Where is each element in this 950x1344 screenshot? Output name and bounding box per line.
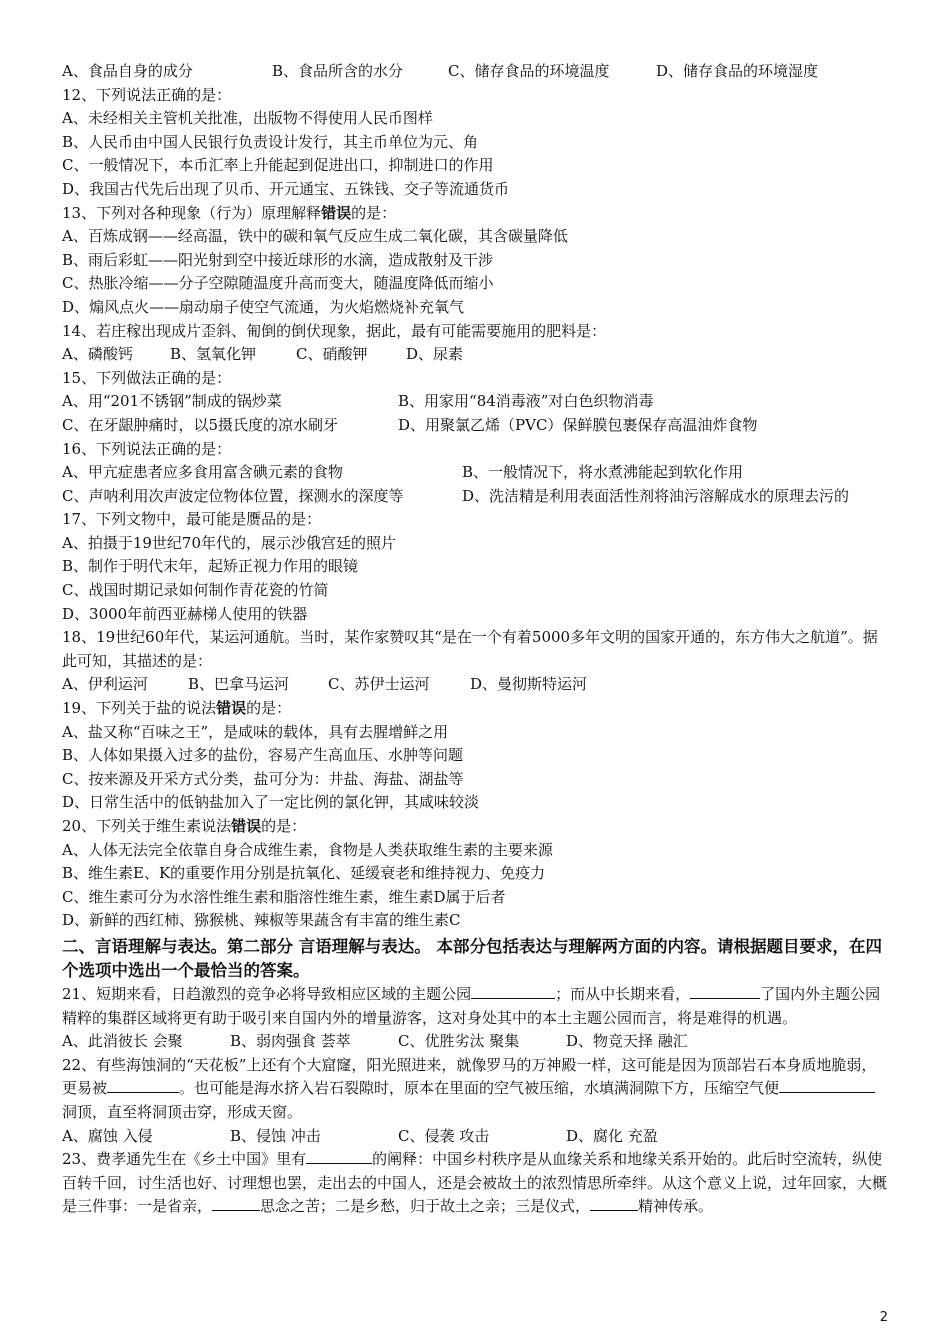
q23-blank-1 bbox=[306, 1149, 372, 1164]
q23-blank-2 bbox=[212, 1196, 260, 1211]
q21-stem-part2: ；而从中长期来看， bbox=[555, 984, 691, 1003]
q13-stem-pre: 13、下列对各种现象（行为）原理解释 bbox=[62, 203, 322, 222]
q12-option-c: C、一般情况下，本币汇率上升能起到促进出口，抑制进口的作用 bbox=[62, 156, 494, 175]
q22-option-d: D、腐化 充盈 bbox=[566, 1126, 658, 1145]
q17-option-a: A、拍摄于19世纪70年代的，展示沙俄宫廷的照片 bbox=[62, 533, 397, 552]
q20-stem-pre: 20、下列关于维生素说法 bbox=[62, 817, 232, 835]
q11-option-d: D、储存食品的环境湿度 bbox=[656, 62, 819, 80]
q15-options-cd bbox=[62, 414, 888, 438]
q22-stem-part2: 。也可能是海水挤入岩石裂隙时，原本在里面的空气被压缩，水填满洞隙下方，压缩空气便 bbox=[179, 1079, 780, 1098]
q13-stem-post: 的是： bbox=[351, 203, 397, 222]
q18-option-d: D、曼彻斯特运河 bbox=[470, 675, 588, 694]
q23-blank-3 bbox=[590, 1196, 638, 1211]
q21-options bbox=[62, 1030, 888, 1054]
q22-option-b: B、侵蚀 冲击 bbox=[230, 1126, 321, 1145]
q16-option-c: C、声呐利用次声波定位物体位置，探测水的深度等 bbox=[62, 486, 404, 505]
q20-stem-post: 的是： bbox=[261, 817, 307, 835]
q14-option-b: B、氢氧化钾 bbox=[170, 345, 257, 364]
q23-stem-part1: 23、费孝通先生在《乡土中国》里有 bbox=[62, 1150, 307, 1169]
q17-option-b: B、制作于明代末年，起矫正视力作用的眼镜 bbox=[62, 557, 359, 576]
q11-option-c: C、储存食品的环境温度 bbox=[448, 62, 610, 80]
q11-option-a: A、食品自身的成分 bbox=[62, 62, 193, 80]
q19-stem-emphasis: 错误 bbox=[216, 699, 247, 718]
q13-stem-emphasis: 错误 bbox=[321, 203, 352, 222]
q19-option-a: A、盐又称“百味之王”，是咸味的载体，具有去腥增鲜之用 bbox=[62, 722, 449, 741]
section-2-heading: 二、言语理解与表达。第二部分 言语理解与表达。 本部分包括表达与理解两方面的内容。请根据题目要求，在四个选项中选出一个最恰当的答案。 bbox=[62, 936, 882, 980]
q19-stem-pre: 19、下列关于盐的说法 bbox=[62, 699, 217, 718]
page-number: 2 bbox=[879, 1310, 888, 1325]
q16-option-d: D、洗洁精是利用表面活性剂将油污溶解成水的原理去污的 bbox=[462, 486, 850, 505]
q19-stem-post: 的是： bbox=[246, 699, 292, 718]
q15-options-ab bbox=[62, 390, 888, 414]
q22-stem-part1: 22、有些海蚀洞的“天花板”上还有个大窟窿，阳光照进来，就像罗马的万神殿一样，这可能是因为顶部岩石本身质地脆弱，更易被 bbox=[62, 1055, 877, 1098]
q17-option-d: D、3000年前西亚赫梯人使用的铁器 bbox=[62, 604, 308, 623]
q13-option-c: C、热胀冷缩——分子空隙随温度升高而变大，随温度降低而缩小 bbox=[62, 274, 494, 293]
q11-option-b: B、食品所含的水分 bbox=[272, 62, 404, 80]
q14-options bbox=[62, 343, 888, 367]
q18-option-c: C、苏伊士运河 bbox=[328, 675, 430, 694]
q16-options-ab bbox=[62, 461, 888, 485]
q22-option-c: C、侵袭 攻击 bbox=[398, 1126, 490, 1145]
q18-options bbox=[62, 673, 888, 697]
q21-option-a: A、此消彼长 会聚 bbox=[62, 1032, 183, 1051]
q15-option-a: A、用“201不锈钢”制成的锅炒菜 bbox=[62, 392, 282, 411]
q22-blank-2 bbox=[779, 1078, 875, 1093]
q19-option-d: D、日常生活中的低钠盐加入了一定比例的氯化钾，其咸味较淡 bbox=[62, 793, 480, 812]
q16-option-b: B、一般情况下，将水煮沸能起到软化作用 bbox=[462, 463, 744, 482]
q21-stem-part3: 了国内外主题公园精粹的集群区域将更有助于吸引来自国内外的增量游客，这对身处其中的本土主题公园而言，将是难得的机遇。 bbox=[62, 984, 881, 1027]
q21-blank-1 bbox=[471, 984, 555, 999]
q21-option-d: D、物竞天择 融汇 bbox=[566, 1032, 688, 1051]
q21-blank-2 bbox=[690, 984, 760, 999]
q16-options-cd bbox=[62, 485, 888, 509]
q20-option-b: B、维生素E、K的重要作用分别是抗氧化、延缓衰老和维持视力、免疫力 bbox=[62, 864, 546, 883]
q18-option-a: A、伊利运河 bbox=[62, 675, 148, 694]
q12-stem: 12、下列说法正确的是： bbox=[62, 85, 232, 104]
q22-options bbox=[62, 1125, 888, 1149]
q21-option-c: C、优胜劣汰 聚集 bbox=[398, 1032, 520, 1051]
q14-option-a: A、磷酸钙 bbox=[62, 345, 133, 364]
exam-page bbox=[62, 60, 888, 1219]
q22-stem bbox=[62, 1054, 888, 1125]
q20-option-c: C、维生素可分为水溶性维生素和脂溶性维生素，维生素D属于后者 bbox=[62, 887, 506, 906]
q17-stem: 17、下列文物中，最可能是赝品的是： bbox=[62, 510, 322, 529]
q23-stem-part3: 思念之苦；二是乡愁，归于故土之亲；三是仪式， bbox=[260, 1197, 591, 1216]
q21-option-b: B、弱肉强食 荟萃 bbox=[230, 1032, 351, 1051]
q13-option-a: A、百炼成钢——经高温，铁中的碳和氧气反应生成二氧化碳，其含碳量降低 bbox=[62, 227, 568, 246]
q22-stem-part3: 洞顶，直至将洞顶击穿，形成天窗。 bbox=[62, 1102, 303, 1121]
q14-stem: 14、若庄稼出现成片歪斜、匍倒的倒伏现象，据此，最有可能需要施用的肥料是： bbox=[62, 321, 607, 340]
q23-stem-part4: 精神传承。 bbox=[638, 1197, 714, 1216]
q11-options bbox=[62, 60, 888, 84]
q18-option-b: B、巴拿马运河 bbox=[188, 675, 290, 694]
q22-blank-1 bbox=[107, 1078, 179, 1093]
q23-stem-part2: 的阐释：中国乡村秩序是从血缘关系和地缘关系开始的。此后时空流转，纵使百转千回，讨生活也好、讨理想也罢，走出去的中国人，还是会被故土的浓烈情思所牵绊。从这个意义上说，过年回家，大概是三件事：一是省亲， bbox=[62, 1150, 888, 1216]
q20-option-d: D、新鲜的西红柿、猕猴桃、辣椒等果蔬含有丰富的维生素C bbox=[62, 911, 461, 930]
q15-option-b: B、用家用“84消毒液”对白色织物消毒 bbox=[398, 392, 654, 411]
q13-option-d: D、煽风点火——扇动扇子使空气流通，为火焰燃烧补充氧气 bbox=[62, 297, 465, 316]
q13-option-b: B、雨后彩虹——阳光射到空中接近球形的水滴，造成散射及干涉 bbox=[62, 250, 494, 269]
q17-option-c: C、战国时期记录如何制作青花瓷的竹简 bbox=[62, 581, 329, 600]
q22-option-a: A、腐蚀 入侵 bbox=[62, 1126, 153, 1145]
q20-stem-emphasis: 错误 bbox=[231, 817, 262, 835]
q14-option-c: C、硝酸钾 bbox=[296, 345, 368, 364]
q15-stem: 15、下列做法正确的是： bbox=[62, 368, 232, 387]
q20-option-a: A、人体无法完全依靠自身合成维生素，食物是人类获取维生素的主要来源 bbox=[62, 840, 553, 859]
q15-option-d: D、用聚氯乙烯（PVC）保鲜膜包裹保存高温油炸食物 bbox=[398, 415, 758, 434]
q12-option-a: A、未经相关主管机关批准，出版物不得使用人民币图样 bbox=[62, 109, 433, 128]
q16-stem: 16、下列说法正确的是： bbox=[62, 439, 232, 458]
q20-stem bbox=[62, 815, 888, 839]
q12-option-b: B、人民币由中国人民银行负责设计发行，其主币单位为元、角 bbox=[62, 132, 479, 151]
q19-option-b: B、人体如果摄入过多的盐份，容易产生高血压、水肿等问题 bbox=[62, 746, 464, 765]
q14-option-d: D、尿素 bbox=[406, 345, 464, 364]
q12-option-d: D、我国古代先后出现了贝币、开元通宝、五铢钱、交子等流通货币 bbox=[62, 179, 510, 198]
q19-option-c: C、按来源及开采方式分类，盐可分为：井盐、海盐、湖盐等 bbox=[62, 769, 464, 788]
q13-stem bbox=[62, 202, 888, 226]
q23-stem bbox=[62, 1148, 888, 1219]
q21-stem-part1: 21、短期来看，日趋激烈的竞争必将导致相应区域的主题公园 bbox=[62, 984, 472, 1003]
q21-stem bbox=[62, 983, 888, 1030]
q19-stem bbox=[62, 697, 888, 721]
q15-option-c: C、在牙龈肿痛时，以5摄氏度的凉水刷牙 bbox=[62, 415, 339, 434]
q16-option-a: A、甲亢症患者应多食用富含碘元素的食物 bbox=[62, 463, 343, 482]
q18-stem: 18、19世纪60年代，某运河通航。当时，某作家赞叹其“是在一个有着5000多年文明的国家开通的，东方伟大之航道”。据此可知，其描述的是： bbox=[62, 628, 878, 670]
